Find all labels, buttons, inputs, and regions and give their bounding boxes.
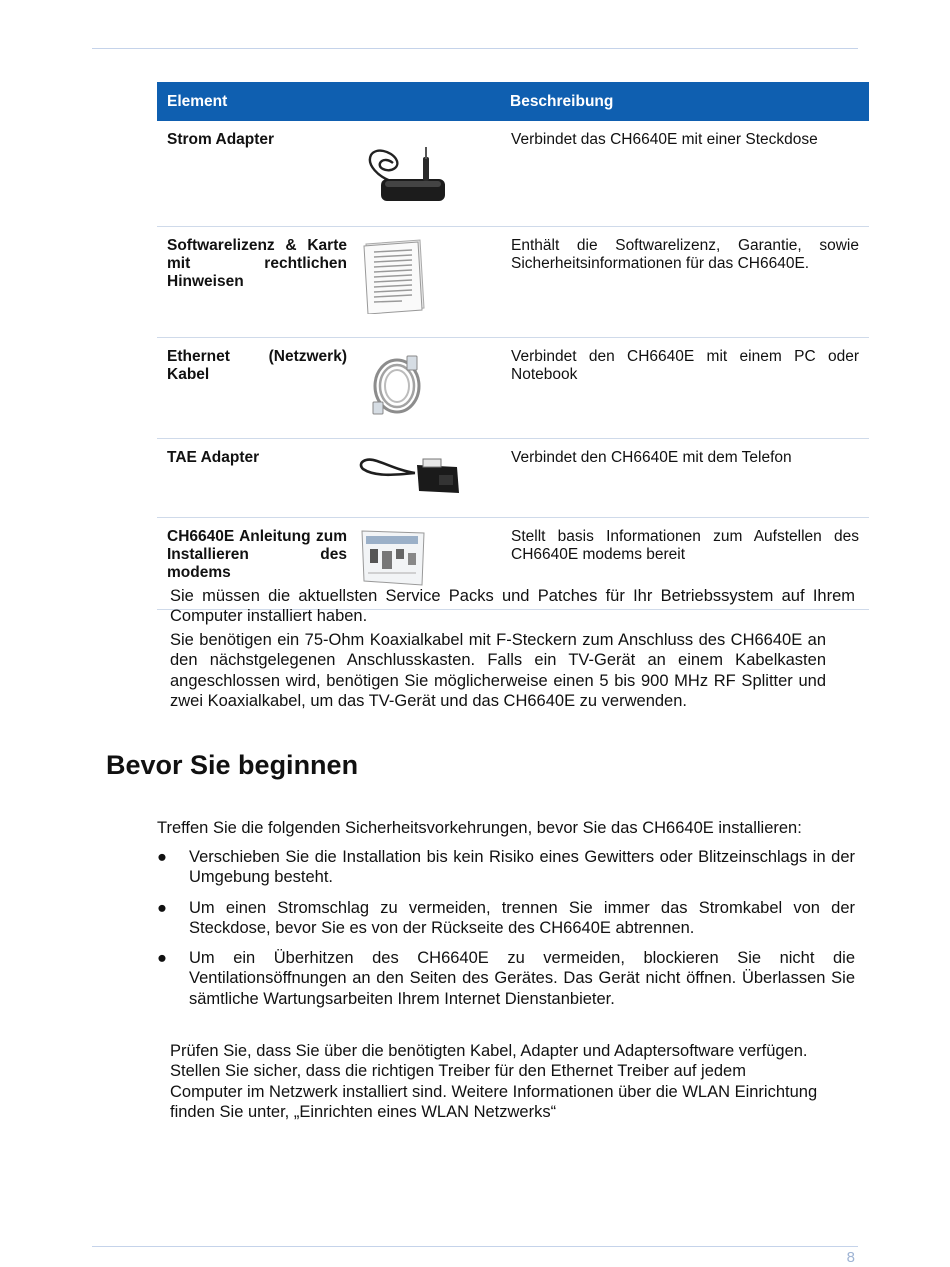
table-row: [157, 439, 869, 518]
package-contents-table: [157, 82, 869, 610]
element-description: Enthält die Softwarelizenz, Garantie, sowie Sicherheitsinformationen für das CH6640E.: [500, 227, 869, 338]
list-item: ● Um ein Überhitzen des CH6640E zu vermeiden, blockieren Sie nicht die Ventilationsöffnungen an den Seiten des Gerätes. Das Gerät nicht öffnen. Überlassen Sie sämtliche Wartungsarbeiten Ihrem Internet Dienstanbieter.: [157, 949, 855, 1008]
table-row: [157, 121, 869, 227]
element-name: CH6640E Anleitung zum Installieren des modems: [157, 518, 347, 610]
table-row: [157, 227, 869, 338]
table-row: [157, 338, 869, 439]
header-description: Beschreibung: [500, 82, 869, 121]
element-name: TAE Adapter: [157, 439, 347, 518]
requirement-coax-cable: Sie benötigen ein 75-Ohm Koaxialkabel mit F-Steckern zum Anschluss des CH6640E an den nächstgelegenen Anschlusskasten. Falls ein TV-Gerät an einem Kabelkasten angeschlossen wird, benötigen Sie möglicherweise einen 5 bis 900 MHz RF Splitter und zwei Koaxialkabel, um das TV-Gerät und das CH6640E zu verwenden.: [170, 631, 826, 710]
element-name: Strom Adapter: [157, 121, 347, 227]
element-name: Ethernet (Netzwerk) Kabel: [157, 338, 347, 439]
element-description: Verbindet den CH6640E mit dem Telefon: [500, 439, 869, 518]
safety-intro: Treffen Sie die folgenden Sicherheitsvorkehrungen, bevor Sie das CH6640E installieren:: [157, 819, 802, 837]
page-number: 8: [846, 1249, 855, 1266]
power-adapter-icon: [361, 143, 451, 205]
bottom-rule: [92, 1246, 858, 1247]
tae-adapter-icon: [355, 453, 463, 497]
header-element: Element: [157, 82, 500, 121]
element-name: Softwarelizenz & Karte mit rechtlichen Hinweisen: [157, 227, 347, 338]
requirement-service-packs: Sie müssen die aktuellsten Service Packs und Patches für Ihr Betriebssystem auf Ihrem Computer installiert haben.: [170, 587, 855, 626]
element-description: Verbindet das CH6640E mit einer Steckdose: [500, 121, 869, 227]
bullet-icon: ●: [157, 898, 167, 917]
closing-paragraph: Prüfen Sie, dass Sie über die benötigten Kabel, Adapter und Adaptersoftware verfügen. Stellen Sie sicher, dass die richtigen Treiber für den Ethernet Treiber auf jedem Computer im Netzwerk installiert sind. Weitere Informationen über die WLAN Einrichtung finden Sie unter, „Einrichten eines WLAN Netzwerks“: [170, 1042, 818, 1121]
bullet-icon: ●: [157, 848, 167, 866]
list-item: ● Um einen Stromschlag zu vermeiden, trennen Sie immer das Stromkabel von der Steckdose, bevor Sie es von der Rückseite des CH6640E abtrennen.: [157, 898, 855, 937]
top-rule: [92, 48, 858, 49]
section-heading: Bevor Sie beginnen: [106, 750, 359, 780]
element-description: Verbindet den CH6640E mit einem PC oder Notebook: [500, 338, 869, 439]
safety-list: [157, 847, 855, 1019]
list-item: ● Verschieben Sie die Installation bis kein Risiko eines Gewitters oder Blitzeinschlags in der Umgebung besteht.: [157, 848, 855, 887]
ethernet-cable-icon: [367, 352, 427, 418]
table-header-row: [157, 82, 869, 121]
installation-guide-icon: [360, 529, 426, 587]
element-description: Stellt basis Informationen zum Aufstellen des CH6640E modems bereit: [500, 518, 869, 610]
bullet-icon: ●: [157, 949, 167, 968]
license-card-icon: [362, 238, 428, 314]
